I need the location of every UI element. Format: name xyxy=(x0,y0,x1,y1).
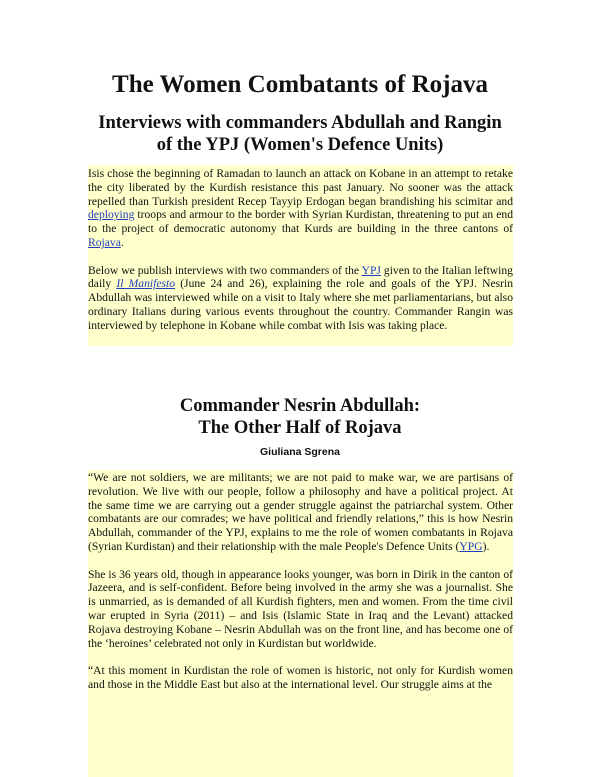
section-title xyxy=(0,395,600,439)
body-paragraph-1 xyxy=(88,471,513,554)
document-subtitle xyxy=(0,112,600,156)
subtitle-line-2: of the YPJ (Women's Defence Units) xyxy=(156,135,444,155)
body-paragraph-3: “At this moment in Kurdistan the role of women is historic, not only for Kurdish women and those in the Middle East but also at the international level. Our struggle aims at the xyxy=(88,664,513,691)
intro-p2-text-b: given to the Italian leftwing daily xyxy=(88,263,513,291)
body-p1-text-b: ). xyxy=(482,539,490,553)
ypj-link[interactable]: YPJ xyxy=(361,263,381,277)
intro-highlight-block xyxy=(88,165,513,346)
rojava-link[interactable]: Rojava xyxy=(88,235,121,249)
document-title: The Women Combatants of Rojava xyxy=(112,71,488,98)
il-manifesto-link[interactable]: Il Manifesto xyxy=(116,277,176,291)
intro-paragraph-1 xyxy=(88,167,513,250)
section-title-line-2: The Other Half of Rojava xyxy=(198,418,402,438)
intro-p2-text-a: Below we publish interviews with two commanders of the xyxy=(88,263,362,277)
intro-p1-text-b: troops and armour to the border with Syrian Kurdistan, threatening to put an end to the project of democratic autonomy that Kurds are building in the three cantons of xyxy=(88,208,513,236)
subtitle-line-1: Interviews with commanders Abdullah and Rangin xyxy=(98,113,502,133)
body-paragraph-2: She is 36 years old, though in appearance looks younger, was born in Dirik in the canton of Jazeera, and is self-confident. Before being involved in the army she was a journalist. She is unmarried, as is demanded of all Kurdish fighters, men and women. From the time civil war erupted in Syria (2011) – and Isis (Islamic State in Iraq and the Levant) attacked Rojava destroying Kobane – Nesrin Abdullah was on the front line, and has become one of the ‘heroines’ celebrated not only in Kurdistan but worldwide. xyxy=(88,567,513,650)
section-title-line-1: Commander Nesrin Abdullah: xyxy=(179,396,421,416)
intro-p1-text-a: Isis chose the beginning of Ramadan to launch an attack on Kobane in an attempt to retake the city liberated by the Kurdish resistance this past January. No sooner was the attack repelled than Turkish president Recep Tayyip Erdogan began brandishing his scimitar and xyxy=(88,167,513,208)
ypg-link[interactable]: YPG xyxy=(459,539,483,553)
body-p1-text-a: “We are not soldiers, we are militants; we are not paid to make war, we are partisans of revolution. We live with our people, follow a philosophy and have a political project. At the same time we are carrying out a gender struggle against the patriarchal system. Other combatants are our comrades; we have political and friendly relations,” this is how Nesrin Abdullah, commander of the YPJ, explains to me the role of women combatants in Rojava (Syrian Kurdistan) and their relationship with the male People's Defence Units ( xyxy=(88,471,513,553)
intro-p2-text-c: (June 24 and 26), explaining the role and goals of the YPJ. Nesrin Abdullah was interviewed while on a visit to Italy where she met parliamentarians, but also ordinary Italians during various events throughout the country. Commander Rangin was interviewed by telephone in Kobane while combat with Isis was taking place. xyxy=(88,277,513,332)
deploying-link[interactable]: deploying xyxy=(88,208,135,222)
intro-p1-text-c: . xyxy=(120,235,124,249)
author-byline: Giuliana Sgrena xyxy=(260,446,340,458)
article-body-block xyxy=(88,470,513,777)
intro-paragraph-2 xyxy=(88,264,513,333)
